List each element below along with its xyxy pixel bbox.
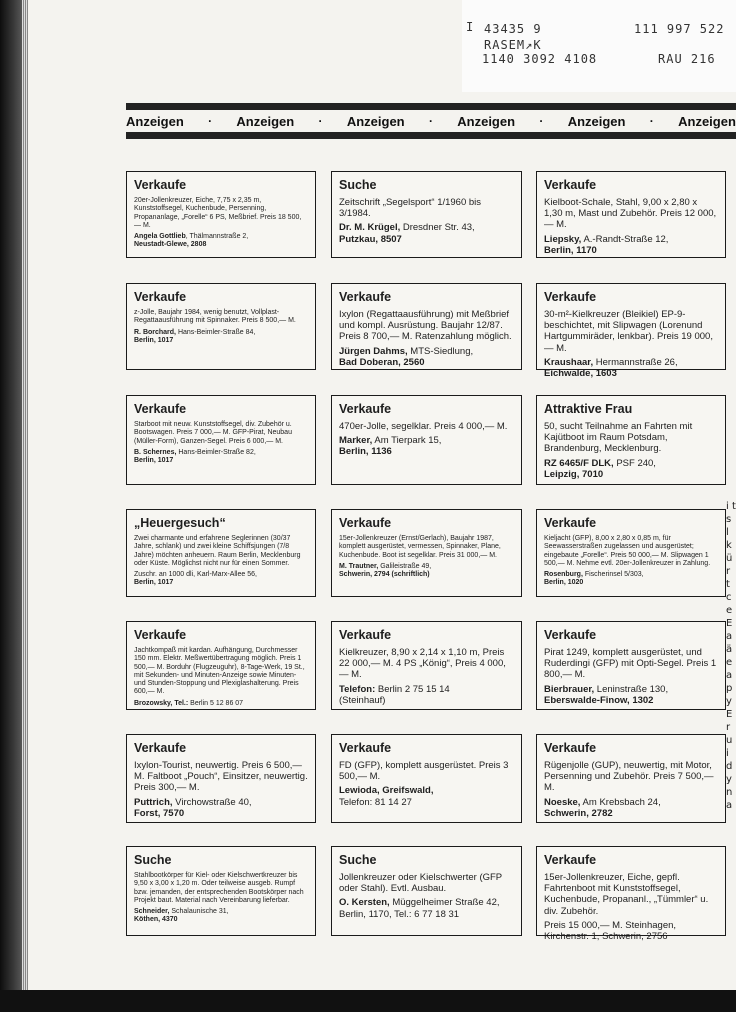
contact-city: Leipzig, 7010 xyxy=(544,468,604,480)
ad-body: Jollenkreuzer oder Kielschwerter (GFP oder Stahl). Evtl. Ausbau. xyxy=(339,872,502,895)
ad-contact xyxy=(134,797,308,819)
contact-name: Jürgen Dahms, xyxy=(339,345,408,357)
ad-suche-jollenkreuzer xyxy=(331,846,522,936)
contact-name: Liepsky, xyxy=(544,233,582,245)
ad-verkaufe-zjolle xyxy=(126,283,316,370)
ad-verkaufe-15er-eiche xyxy=(536,846,726,943)
contact-address: Hans-Beimler-Straße 82, xyxy=(176,448,256,456)
ad-body: Kielboot-Schale, Stahl, 9,00 x 2,80 x 1,30 m, Mast und Zubehör. Preis 12 000,— M. xyxy=(544,197,717,231)
sticker-code-5: RAU 216 xyxy=(658,52,716,66)
ad-suche-stahlbootkoerper xyxy=(126,846,316,936)
section-header xyxy=(126,111,736,131)
ad-contact xyxy=(339,897,514,919)
ad-body: Starboot mit neuw. Kunststoffsegel, div. Zubehör u. Bootswagen. Preis 7 000,— M. GFP-Pirat, Neubau (Müller-Form), Ganzen-Segel. Preis 6 000,— M. xyxy=(134,421,292,445)
contact-address: Preis 15 000,— M. Steinhagen, Kirchenstr. 1, Schwerin, 2756 xyxy=(544,919,677,943)
ad-title: Verkaufe xyxy=(134,290,187,304)
ad-suche-zeitschrift xyxy=(331,171,522,258)
ad-title: Verkaufe xyxy=(339,628,392,642)
ad-verkaufe-jollenkreuzer xyxy=(126,171,316,258)
contact-city: Schwerin, 2794 (schriftlich) xyxy=(339,571,430,579)
header-separator: · xyxy=(539,114,544,128)
ad-title: Verkaufe xyxy=(339,402,392,416)
header-separator: · xyxy=(428,114,433,128)
contact-address: PSF 240, xyxy=(613,457,656,469)
ad-verkaufe-fd xyxy=(331,734,522,823)
header-word: Anzeigen xyxy=(457,113,516,129)
contact-name: M. Trautner, xyxy=(339,562,379,570)
header-rule-top xyxy=(126,103,736,110)
contact-city: Neustadt-Glewe, 2808 xyxy=(134,241,207,249)
contact-city: Berlin, 1017 xyxy=(134,579,174,587)
contact-address: Berlin 5 12 86 07 xyxy=(188,699,244,707)
contact-name: Lewioda, Greifswald, xyxy=(339,785,434,797)
ad-title: Verkaufe xyxy=(134,628,187,642)
contact-address: Zuschr. an 1000 dli, Karl-Marx-Allee 56, xyxy=(134,571,257,579)
contact-city: Berlin, 1136 xyxy=(339,446,392,458)
contact-address: Am Krebsbach 24, xyxy=(580,796,661,808)
ad-contact xyxy=(544,458,718,480)
ad-contact xyxy=(134,700,308,708)
facing-page-bleed: i t s l k ü r t c e E a ä e a p y E r u i d y n a xyxy=(726,501,736,811)
scan-bottom-edge xyxy=(0,990,736,1012)
header-word: Anzeigen xyxy=(346,113,405,129)
ad-heuergesuch xyxy=(126,509,316,597)
sticker-tick: I xyxy=(466,20,475,34)
contact-city: Berlin, 1017 xyxy=(134,336,174,344)
contact-address: , Thälmannstraße 2, xyxy=(185,233,249,241)
contact-city: Berlin, 1017 xyxy=(134,457,174,465)
header-word: Anzeigen xyxy=(126,113,184,129)
contact-address: A.-Randt-Straße 12, xyxy=(581,233,669,245)
ad-body: 50, sucht Teilnahme an Fahrten mit Kajütboot im Raum Potsdam, Brandenburg, Mecklenburg. xyxy=(544,421,693,455)
contact-city: Eberswalde-Finow, 1302 xyxy=(544,694,654,706)
contact-name: Puttrich, xyxy=(134,796,173,808)
contact-address: Müggelheimer Straße 42, Berlin, 1170, Tel.: 6 77 18 31 xyxy=(339,897,500,920)
ad-body: FD (GFP), komplett ausgerüstet. Preis 3 500,— M. xyxy=(339,760,509,783)
ad-title: „Heuergesuch“ xyxy=(134,516,226,530)
ad-contact xyxy=(339,435,514,457)
contact-name: Rosenburg, xyxy=(544,571,583,579)
ad-title: Verkaufe xyxy=(134,178,187,192)
ad-body: 470er-Jolle, segelklar. Preis 4 000,— M. xyxy=(339,421,508,432)
contact-name: B. Schernes, xyxy=(134,448,177,456)
contact-name: Brozowsky, Tel.: xyxy=(134,699,189,707)
sticker-code-2: 111 997 522 xyxy=(634,22,725,36)
ad-title: Verkaufe xyxy=(134,741,187,755)
contact-address: Virchowstraße 40, xyxy=(172,796,252,808)
contact-address: Schalaunische 31, xyxy=(169,908,229,916)
contact-name: RZ 6465/F DLK, xyxy=(544,457,614,469)
ad-title: Verkaufe xyxy=(134,402,187,416)
contact-address: Am Tierpark 15, xyxy=(372,435,442,447)
ad-contact xyxy=(339,346,514,368)
contact-name: Angela Gottlieb xyxy=(134,233,186,241)
ad-verkaufe-ruegenjolle xyxy=(536,734,726,823)
ad-title: Verkaufe xyxy=(544,516,597,530)
ad-body: 15er-Jollenkreuzer, Eiche, gepfl. Fahrtenboot mit Kunststoffsegel, Kuchenbude, Propananl., „Tümmler“ u. div. Zubehör. xyxy=(544,872,709,917)
contact-address: Hermannstraße 26, xyxy=(593,356,678,368)
contact-city: Berlin, 1020 xyxy=(544,579,584,587)
ad-verkaufe-15er-jollenkreuzer xyxy=(331,509,522,597)
sticker-code-4: 1140 3092 4108 xyxy=(482,52,598,66)
header-word: Anzeigen xyxy=(236,113,295,129)
ad-title: Suche xyxy=(134,853,172,867)
contact-address: Galileistraße 49, xyxy=(378,562,432,570)
ad-verkaufe-kielkreuzer-bleikiel xyxy=(536,283,726,380)
ad-verkaufe-kielboot xyxy=(536,171,726,258)
contact-name: Noeske, xyxy=(544,796,581,808)
contact-name: Kraushaar, xyxy=(544,356,594,368)
contact-name: O. Kersten, xyxy=(339,897,390,909)
contact-city: (Steinhauf) xyxy=(339,694,386,706)
ad-body: 15er-Jollenkreuzer (Ernst/Gerlach), Baujahr 1987, komplett ausgerüstet, vermessen, Spinnaker, Plane, Kuchenbude. Boot ist segelklar. Preis 31 000,— M. xyxy=(339,535,501,559)
ad-title: Verkaufe xyxy=(544,628,597,642)
header-separator: · xyxy=(208,114,213,128)
ad-contact xyxy=(544,920,718,942)
ad-contact xyxy=(134,329,308,346)
ad-body: Ixylon-Tourist, neuwertig. Preis 6 500,— M. Faltboot „Pouch“, Einsitzer, neuwertig. Preis 300,— M. xyxy=(134,760,308,794)
ad-contact xyxy=(339,563,514,580)
ad-verkaufe-ixylon-tourist xyxy=(126,734,316,823)
ad-body: Ixylon (Regattaausführung) mit Meßbrief und kompl. Ausrüstung. Baujahr 12/87. Preis 8 700,— M. Ratenzahlung möglich. xyxy=(339,309,512,343)
ad-body: 20er-Jollenkreuzer, Eiche, 7,75 x 2,35 m, Kunststoffsegel, Kuchenbude, Persenning, Propananlage, „Forelle“ 6 PS, Meßbrief. Preis 18 500,— M. xyxy=(134,197,302,229)
header-rule-bottom xyxy=(126,132,736,139)
header-word: Anzeigen xyxy=(567,113,626,129)
ad-title: Attraktive Frau xyxy=(544,402,633,416)
ad-contact xyxy=(544,357,718,379)
ad-contact xyxy=(134,571,308,588)
ad-verkaufe-jachtkompass xyxy=(126,621,316,710)
ad-contact xyxy=(339,684,514,706)
contact-name: R. Borchard, xyxy=(134,328,177,336)
header-separator: · xyxy=(649,114,654,128)
ad-title: Verkaufe xyxy=(339,741,392,755)
ad-contact xyxy=(544,684,718,706)
contact-name: Telefon: xyxy=(339,683,376,695)
contact-city: Eichwalde, 1603 xyxy=(544,368,617,380)
ad-body: Zwei charmante und erfahrene Seglerinnen (30/37 Jahre, schlank) und zwei kleine Schiffsjungen (7/8 Jahre) möchten anheuern. Raum Berlin, Mecklenburg oder Küste. Möglichst nicht nur für einen Sommer. xyxy=(134,535,301,567)
document-page xyxy=(28,0,736,990)
contact-city: Köthen, 4370 xyxy=(134,916,178,924)
ad-title: Verkaufe xyxy=(544,178,597,192)
ad-verkaufe-pirat xyxy=(536,621,726,710)
contact-address: Fischerinsel 5/303, xyxy=(582,571,644,579)
ad-contact xyxy=(339,785,514,807)
header-separator: · xyxy=(318,114,323,128)
ad-verkaufe-kielkreuzer xyxy=(331,621,522,710)
ad-title: Verkaufe xyxy=(339,290,392,304)
contact-name: Marker, xyxy=(339,435,373,447)
sticker-code-1: 43435 9 xyxy=(484,22,542,36)
ad-title: Verkaufe xyxy=(544,290,597,304)
ad-contact xyxy=(544,571,718,588)
ad-contact xyxy=(134,908,308,925)
ad-title: Verkaufe xyxy=(544,853,597,867)
sticker-code-3: RASEM↗K xyxy=(484,38,542,52)
ad-body: Stahlbootkörper für Kiel- oder Kielschwertkreuzer bis 9,50 x 3,00 x 1,20 m. Oder teilweise ausgeb. Rumpf bzw. jemanden, der entsprechenden Bootskörper nach Projekt baut. Material nach Vereinbarung lieferbar. xyxy=(134,872,304,904)
ad-body: Rügenjolle (GUP), neuwertig, mit Motor, Persenning und Zubehör. Preis 7 500,— M. xyxy=(544,760,714,794)
contact-address: MTS-Siedlung, xyxy=(407,345,474,357)
ad-verkaufe-470er xyxy=(331,395,522,485)
contact-address: Hans-Beimler-Straße 84, xyxy=(176,328,256,336)
contact-name: Schneider, xyxy=(134,908,170,916)
contact-city: Putzkau, 8507 xyxy=(339,233,402,245)
ad-body: Zeitschrift „Segelsport“ 1/1960 bis 3/1984. xyxy=(339,197,482,220)
contact-address: Berlin 2 75 15 14 xyxy=(375,683,450,695)
contact-city: Forst, 7570 xyxy=(134,807,185,819)
ad-title: Suche xyxy=(339,853,377,867)
ad-body: Pirat 1249, komplett ausgerüstet, und Ruderdingi (GFP) mit Opti-Segel. Preis 1 800,— M. xyxy=(544,647,717,681)
contact-address: Leninstraße 130, xyxy=(594,683,669,695)
ad-contact xyxy=(544,234,718,256)
ad-verkaufe-ixylon xyxy=(331,283,522,370)
ad-body: Kieljacht (GFP), 8,00 x 2,80 x 0,85 m, für Seewasserstraßen zugelassen und ausgerüstet; eingebaute „Forelle“. Preis 50 000,— M. Slipwagen 1 500,— M. Nehme evtl. 20er-Jollenkreuzer in Zahlung. xyxy=(544,535,711,567)
library-label-sticker xyxy=(462,0,736,92)
ad-contact xyxy=(134,233,308,250)
ad-body: Jachtkompaß mit kardan. Aufhängung, Durchmesser 150 mm. Elektr. Meßwertübertragung möglich. Preis 1 500,— M. Borduhr (Flugzeuguhr), 8-Tage-Werk, 19 St., mit Sekunden- und Minuten-Anzeige sowie Minuten- und Stunden-Stoppung und Plexiglashalterung. Preis 600,— M. xyxy=(134,647,305,696)
ad-verkaufe-starboot xyxy=(126,395,316,485)
contact-address: Dresdner Str. 43, xyxy=(400,222,475,234)
contact-city: Berlin, 1170 xyxy=(544,244,597,256)
ad-body: Kielkreuzer, 8,90 x 2,14 x 1,10 m, Preis 22 000,— M. 4 PS „König“, Preis 4 000,— M. xyxy=(339,647,506,681)
ad-contact xyxy=(339,222,514,244)
ad-body: 30-m²-Kielkreuzer (Bleikiel) EP-9-beschichtet, mit Slipwagen (Lorenund Hartgummiräder, lenkbar). Preis 19 000,— M. xyxy=(544,309,713,354)
ad-title: Verkaufe xyxy=(544,741,597,755)
ad-title: Verkaufe xyxy=(339,516,392,530)
ad-body: z-Jolle, Baujahr 1984, wenig benutzt, Vollplast-Regattaausführung mit Spinnaker. Preis 8 500,— M. xyxy=(134,309,296,325)
contact-city: Schwerin, 2782 xyxy=(544,807,613,819)
contact-city: Telefon: 81 14 27 xyxy=(339,796,412,808)
ad-attraktive-frau xyxy=(536,395,726,485)
book-gutter xyxy=(0,0,28,1012)
ad-title: Suche xyxy=(339,178,377,192)
ad-contact xyxy=(134,449,308,466)
contact-name: Dr. M. Krügel, xyxy=(339,222,401,234)
ad-verkaufe-kieljacht xyxy=(536,509,726,597)
ad-contact xyxy=(544,797,718,819)
contact-city: Bad Doberan, 2560 xyxy=(339,356,425,368)
header-word: Anzeigen xyxy=(678,113,736,129)
contact-name: Bierbrauer, xyxy=(544,683,595,695)
